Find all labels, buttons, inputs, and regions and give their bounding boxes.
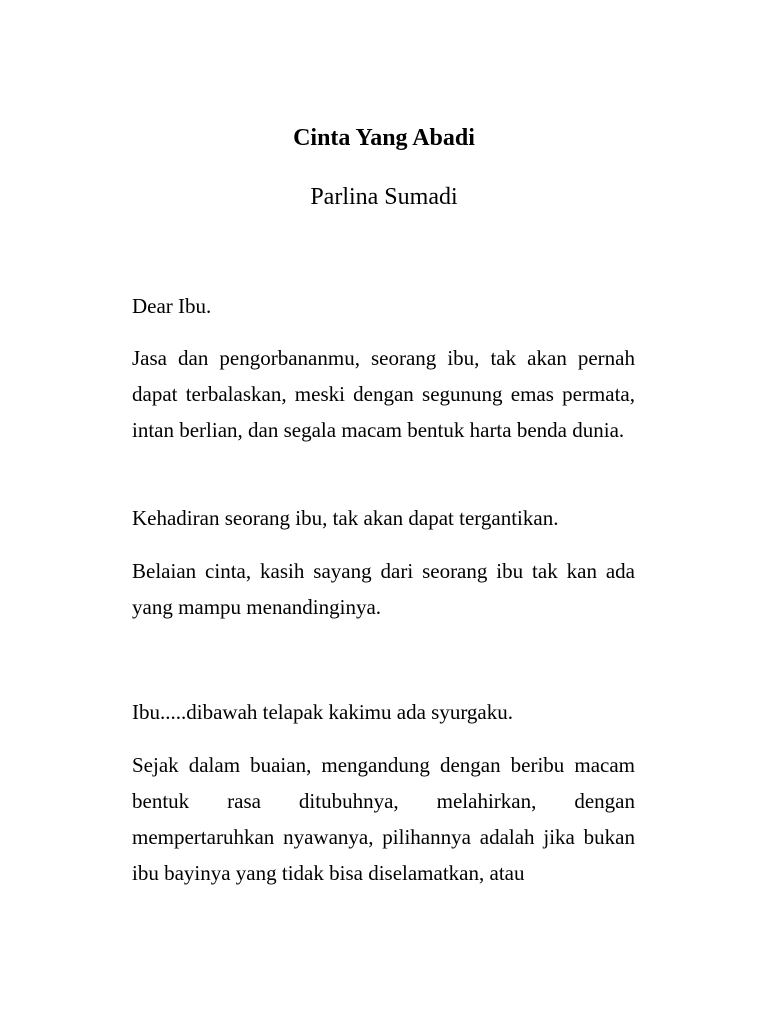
paragraph-sejak: Sejak dalam buaian, mengandung dengan beribu macam bentuk rasa ditubuhnya, melahirkan, dengan mempertaruhkan nyawanya, pilihannya adalah jika bukan ibu bayinya yang tidak bisa diselamatkan, atau: [132, 753, 635, 885]
paragraph-jasa: Jasa dan pengorbananmu, seorang ibu, tak akan pernah dapat terbalaskan, meski dengan segunung emas permata, intan berlian, dan segala macam bentuk harta benda dunia.: [132, 346, 635, 442]
paragraph-belaian: Belaian cinta, kasih sayang dari seorang ibu tak kan ada yang mampu menandinginya.: [132, 559, 635, 619]
paragraph-kehadiran: Kehadiran seorang ibu, tak akan dapat tergantikan.: [132, 506, 559, 530]
paragraph-greeting: Dear Ibu.: [132, 294, 212, 318]
document-author: Parlina Sumadi: [310, 184, 458, 210]
paragraph-syurga: Ibu.....dibawah telapak kakimu ada syurgaku.: [132, 700, 514, 724]
document-title: Cinta Yang Abadi: [293, 125, 475, 151]
